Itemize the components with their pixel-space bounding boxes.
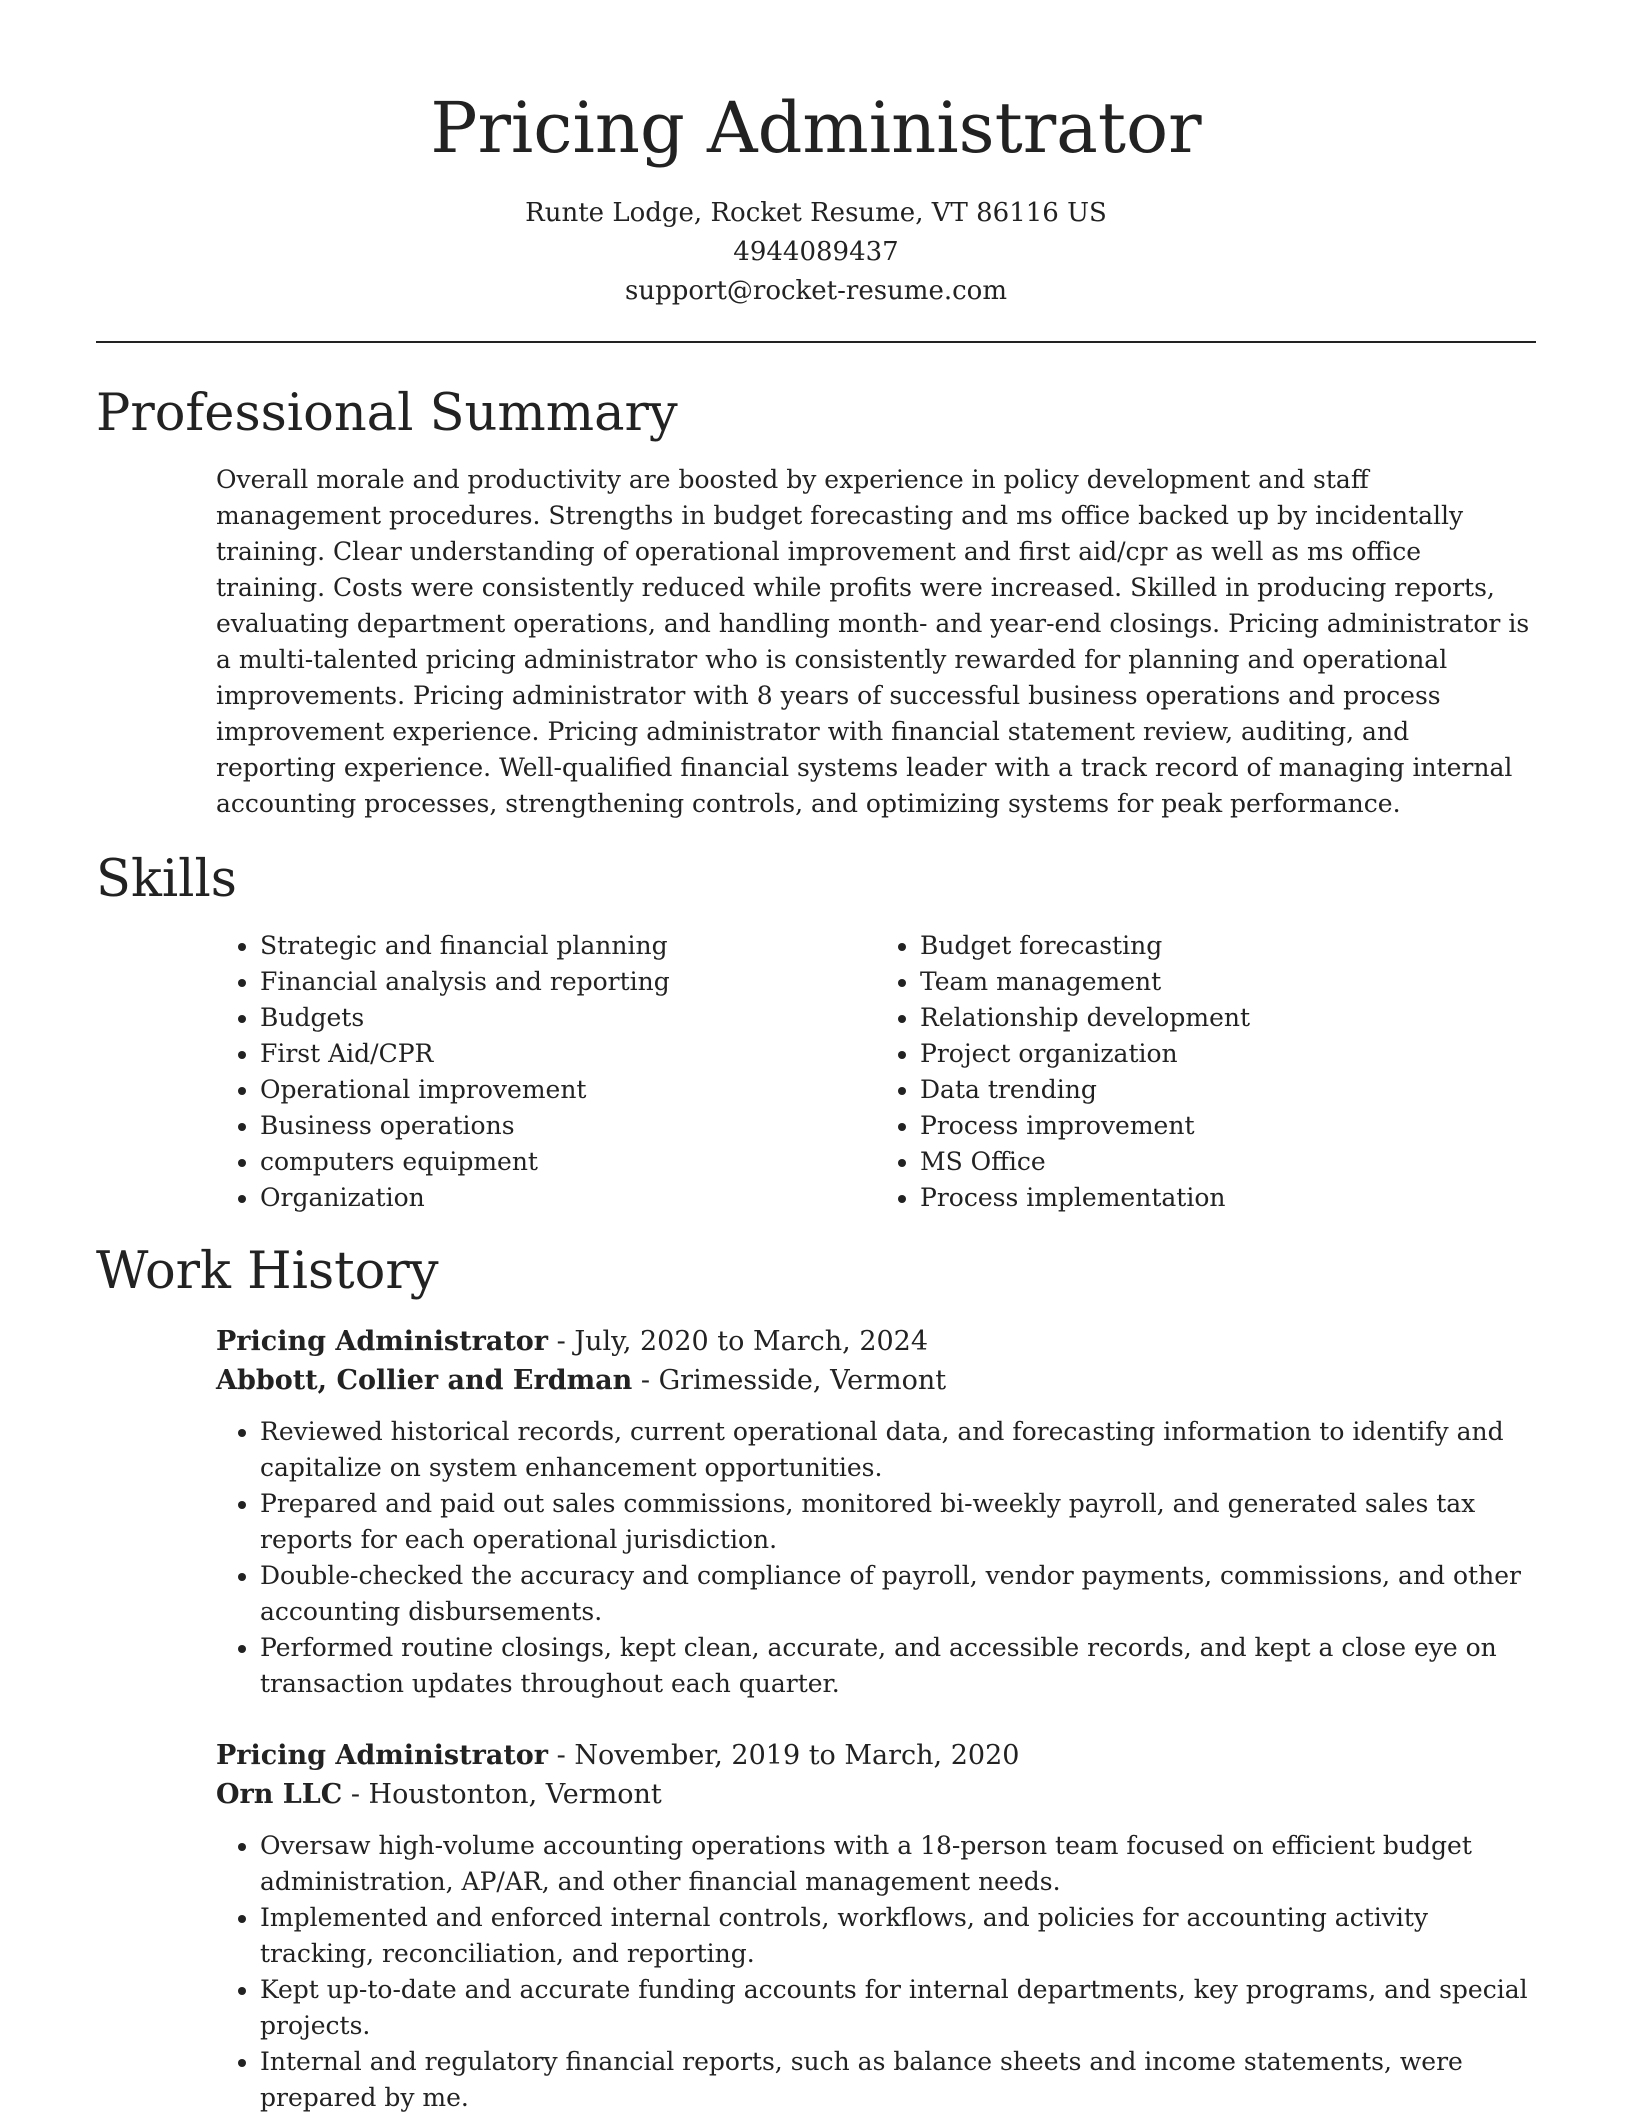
job-bullets [216,1414,1536,1702]
candidate-name: Pricing Administrator [430,87,1202,169]
job-dates: July, 2020 to March, 2024 [574,1326,929,1357]
job-bullet: • Performed routine closings, kept clean, accurate, and accessible records, and kept a close eye on transaction updates throughout each quarter. [260,1630,1536,1702]
header-divider [96,341,1536,343]
job-bullet: • Reviewed historical records, current operational data, and forecasting information to identify and capitalize on system enhancement opportunities. [260,1414,1536,1486]
skills-list-right [876,928,1536,1216]
job-bullet: • Kept up-to-date and accurate funding accounts for internal departments, key programs, and special projects. [260,1972,1536,2044]
skills-section [216,928,1536,1216]
skill-item: • First Aid/CPR [260,1036,876,1072]
contact-info [0,194,1632,311]
job-company: Abbott, Collier and Erdman [216,1365,633,1396]
skill-item: • Budgets [260,1000,876,1036]
job-location: Grimesside, Vermont [658,1365,947,1396]
job-company-line: Abbott, Collier and Erdman - Grimesside, Vermont [216,1365,947,1396]
job-bullets [216,1828,1536,2116]
skill-item: • Team management [920,964,1536,1000]
skill-item: • Relationship development [920,1000,1536,1036]
skill-item: • Budget forecasting [920,928,1536,964]
job-role: Pricing Administrator [216,1326,549,1357]
summary-text: Overall morale and productivity are boosted by experience in policy development and staff management procedures. Strengths in budget forecasting and ms office backed up by incidentally training. Clear understanding of operational improvement and first aid/cpr as well as ms office training. Costs were consistently reduced while profits were increased. Skilled in producing reports, evaluating department operations, and handling month- and year-end closings. Pricing administrator is a multi-talented pricing administrator who is consistently rewarded for planning and operational improvements. Pricing administrator with 8 years of successful business operations and process improvement experience. Pricing administrator with financial statement review, auditing, and reporting experience. Well-qualified financial systems leader with a track record of managing internal accounting processes, strengthening controls, and optimizing systems for peak performance. [216,465,1530,818]
job-bullet: • Internal and regulatory financial reports, such as balance sheets and income statements, were prepared by me. [260,2044,1536,2116]
skill-item: • Process implementation [920,1180,1536,1216]
resume-header [0,0,1632,311]
job-company: Orn LLC [216,1779,343,1810]
work-history-heading: Work History [96,1242,439,1301]
job-bullet: • Implemented and enforced internal controls, workflows, and policies for accounting activity tracking, reconciliation, and reporting. [260,1900,1536,1972]
job-title-line: Pricing Administrator - July, 2020 to March, 2024 [216,1326,929,1357]
job-bullet: • Oversaw high-volume accounting operations with a 18-person team focused on efficient budget administration, AP/AR, and other financial management needs. [260,1828,1536,1900]
job-location: Houstonton, Vermont [368,1779,662,1810]
skill-item: • Project organization [920,1036,1536,1072]
job-bullet: • Prepared and paid out sales commissions, monitored bi-weekly payroll, and generated sales tax reports for each operational jurisdiction. [260,1486,1536,1558]
contact-email: support@rocket-resume.com [624,276,1007,306]
summary-section [216,462,1536,822]
skill-item: • Operational improvement [260,1072,876,1108]
skill-item: • computers equipment [260,1144,876,1180]
contact-phone: 4944089437 [733,237,899,267]
skill-item: • MS Office [920,1144,1536,1180]
skill-item: • Strategic and financial planning [260,928,876,964]
job-entry [216,1322,1536,1702]
job-role: Pricing Administrator [216,1740,549,1771]
job-entry [216,1736,1536,2116]
job-title-line: Pricing Administrator - November, 2019 to March, 2020 [216,1740,1020,1771]
skill-item: • Process improvement [920,1108,1536,1144]
job-company-line: Orn LLC - Houstonton, Vermont [216,1779,662,1810]
skills-heading: Skills [96,850,237,909]
skills-list-left [216,928,876,1216]
contact-address: Runte Lodge, Rocket Resume, VT 86116 US [525,198,1107,228]
skill-item: • Data trending [920,1072,1536,1108]
job-dates: November, 2019 to March, 2020 [574,1740,1020,1771]
skill-item: • Organization [260,1180,876,1216]
job-bullet: • Double-checked the accuracy and compliance of payroll, vendor payments, commissions, and other accounting disbursements. [260,1558,1536,1630]
skill-item: • Business operations [260,1108,876,1144]
skill-item: • Financial analysis and reporting [260,964,876,1000]
summary-heading: Professional Summary [96,384,678,443]
